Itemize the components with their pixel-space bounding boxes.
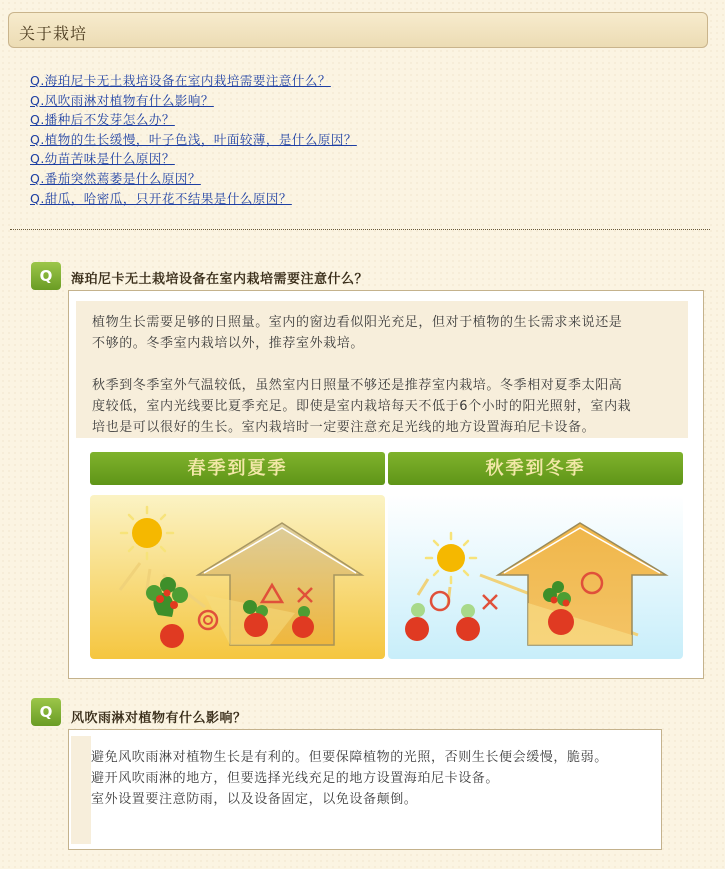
question-link-4[interactable]: Q.植物的生长缓慢，叶子色浅，叶面较薄，是什么原因？ bbox=[30, 131, 357, 147]
qa1-para1-line: 不够的。冬季室内栽培以外，推荐室外栽培。 bbox=[92, 336, 365, 351]
season-label-spring-summer: 春季到夏季 bbox=[90, 452, 385, 485]
qa1-title: 海珀尼卡无土栽培设备在室内栽培需要注意什么？ bbox=[71, 272, 369, 287]
question-item bbox=[30, 109, 357, 129]
section-header bbox=[8, 12, 708, 48]
question-item bbox=[30, 90, 357, 110]
question-link-5[interactable]: Q.幼苗苦味是什么原因？ bbox=[30, 151, 175, 167]
question-link-7[interactable]: Q.甜瓜，哈密瓜，只开花不结果是什么原因？ bbox=[30, 190, 292, 206]
question-link-2[interactable]: Q.风吹雨淋对植物有什么影响？ bbox=[30, 92, 214, 108]
qa2-answer-accent bbox=[71, 736, 91, 844]
section-title: 关于栽培 bbox=[19, 24, 88, 43]
question-item bbox=[30, 168, 357, 188]
dotted-divider bbox=[10, 229, 710, 230]
qa2-answer-line: 室外设置要注意防雨，以及设备固定，以免设备颠倒。 bbox=[91, 792, 418, 807]
question-item bbox=[30, 188, 357, 208]
qa2-answer-line: 避免风吹雨淋对植物生长是有利的。但要保障植物的光照，否则生长便会缓慢，脆弱。 bbox=[91, 750, 608, 765]
qa1-para2-line: 培也是可以很好的生长。室内栽培时一定要注意充足光线的地方设置海珀尼卡设备。 bbox=[92, 420, 596, 435]
season-label-autumn-winter: 秋季到冬季 bbox=[388, 452, 683, 485]
qa1-para1-line: 植物生长需要足够的日照量。室内的窗边看似阳光充足，但对于植物的生长需求来说还是 bbox=[92, 315, 623, 330]
autumn-winter-illustration bbox=[388, 495, 683, 659]
spring-summer-illustration bbox=[90, 495, 385, 659]
qa1-para2-line: 度较低，室内光线要比夏季充足。即使是室内栽培每天不低于6个小时的阳光照射，室内栽 bbox=[92, 399, 632, 414]
qa1-para2-line: 秋季到冬季室外气温较低，虽然室内日照量不够还是推荐室内栽培。冬季相对夏季太阳高 bbox=[92, 378, 623, 393]
question-item bbox=[30, 148, 357, 168]
qa1-answer-panel bbox=[68, 290, 704, 679]
question-item bbox=[30, 70, 357, 90]
tomato-plant-icon bbox=[243, 600, 268, 637]
q-badge-icon: Q bbox=[31, 262, 61, 290]
qa1-answer-text bbox=[76, 301, 688, 438]
q-badge-icon: Q bbox=[31, 698, 61, 726]
question-link-6[interactable]: Q.番茄突然蔫萎是什么原因？ bbox=[30, 170, 201, 186]
qa2-title: 风吹雨淋对植物有什么影响？ bbox=[71, 711, 247, 726]
question-item bbox=[30, 129, 357, 149]
question-link-1[interactable]: Q.海珀尼卡无土栽培设备在室内栽培需要注意什么？ bbox=[30, 73, 331, 88]
qa2-answer-line: 避开风吹雨淋的地方，但要选择光线充足的地方设置海珀尼卡设备。 bbox=[91, 771, 500, 786]
question-list bbox=[30, 70, 357, 207]
question-link-3[interactable]: Q.播种后不发芽怎么办？ bbox=[30, 112, 175, 128]
qa2-answer-panel bbox=[68, 729, 662, 850]
